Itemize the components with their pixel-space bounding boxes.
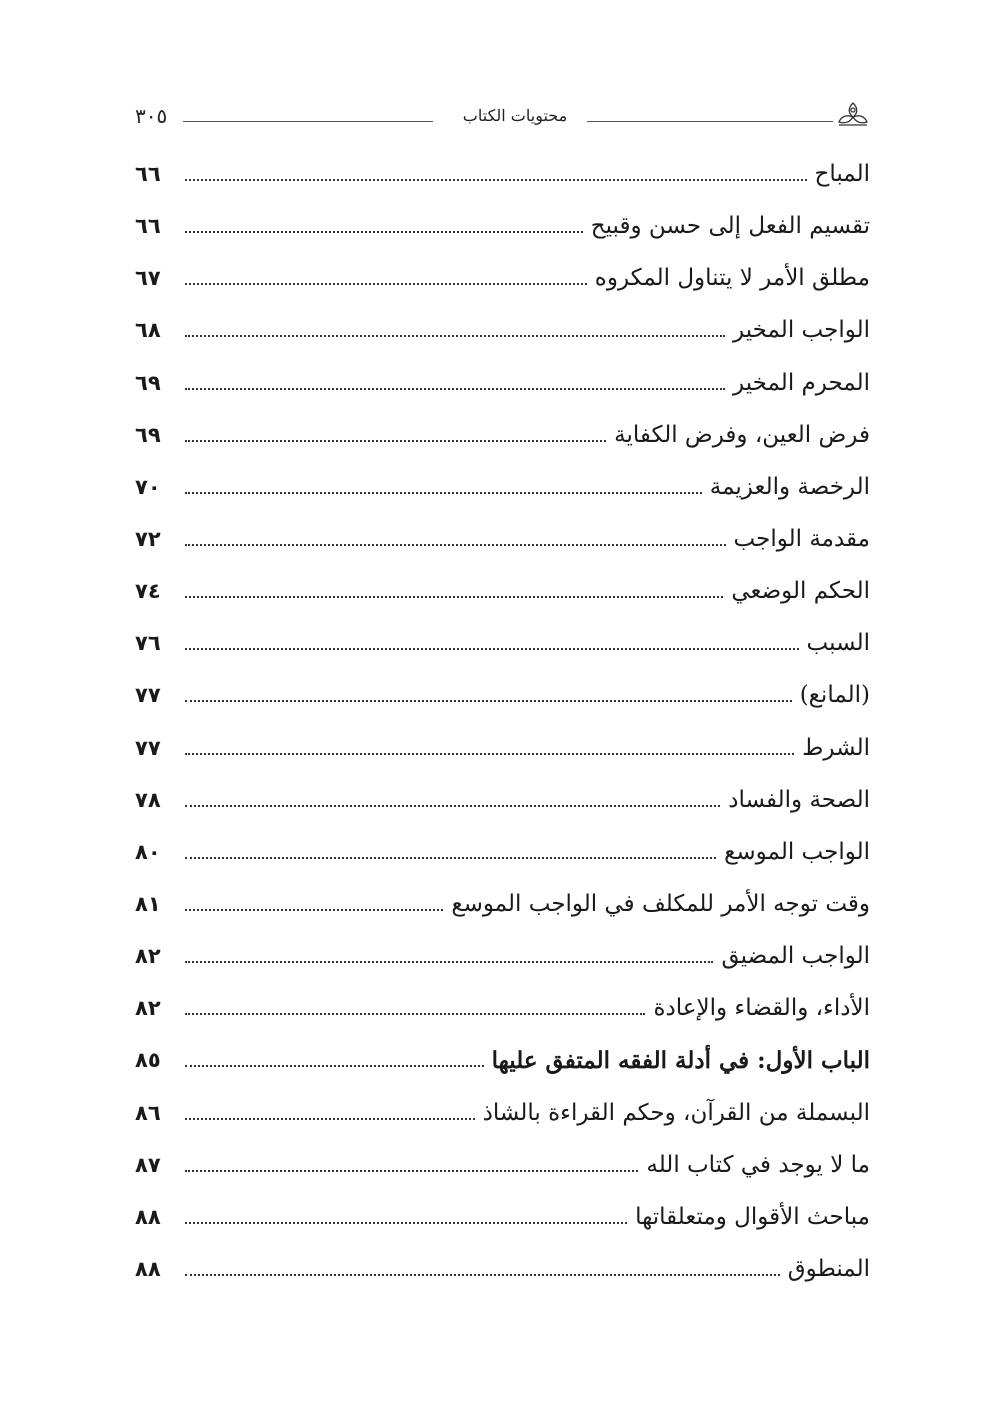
dot-leader <box>185 857 716 859</box>
toc-entry <box>135 304 870 356</box>
toc-page-number: ٧٧ <box>135 735 161 760</box>
page-header <box>135 100 870 140</box>
toc-entry <box>135 669 870 721</box>
dot-leader <box>185 700 792 702</box>
toc-page-number: ٨٨ <box>135 1204 161 1229</box>
toc-entry-title: مقدمة الواجب <box>733 526 870 553</box>
toc-entry <box>135 617 870 669</box>
floral-ornament-icon <box>836 100 870 130</box>
toc-page-number: ٧٠ <box>135 474 161 499</box>
table-of-contents <box>135 148 870 1295</box>
toc-entry <box>135 1139 870 1191</box>
toc-entry <box>135 513 870 565</box>
toc-entry-title: البسملة من القرآن، وحكم القراءة بالشاذ <box>482 1099 870 1126</box>
toc-entry <box>135 722 870 774</box>
toc-entry <box>135 252 870 304</box>
toc-entry-title: السبب <box>806 630 870 657</box>
toc-page-number: ٨٨ <box>135 1257 161 1282</box>
dot-leader <box>185 179 807 181</box>
dot-leader <box>185 492 702 494</box>
toc-entry <box>135 565 870 617</box>
toc-page-number: ٧٢ <box>135 527 161 552</box>
toc-page-number: ٦٩ <box>135 370 161 395</box>
toc-entry-title: الواجب المضيق <box>721 943 870 970</box>
toc-entry <box>135 878 870 930</box>
toc-entry <box>135 982 870 1034</box>
dot-leader <box>185 1118 475 1120</box>
toc-entry <box>135 826 870 878</box>
dot-leader <box>185 335 725 337</box>
toc-page-number: ٧٧ <box>135 683 161 708</box>
toc-entry-title: الحكم الوضعي <box>731 578 870 605</box>
dot-leader <box>185 648 799 650</box>
dot-leader <box>185 753 794 755</box>
toc-entry-title: الرخصة والعزيمة <box>709 473 870 500</box>
dot-leader <box>185 1274 780 1276</box>
toc-page-number: ٨٦ <box>135 1100 161 1125</box>
toc-entry <box>135 461 870 513</box>
dot-leader <box>185 1222 627 1224</box>
dot-leader <box>185 1065 484 1067</box>
toc-entry <box>135 930 870 982</box>
dot-leader <box>185 805 720 807</box>
toc-entry-title: وقت توجه الأمر للمكلف في الواجب الموسع <box>451 891 870 918</box>
dot-leader <box>185 544 726 546</box>
toc-entry-title: المباح <box>814 161 870 188</box>
toc-entry-title: الواجب المخير <box>733 317 870 344</box>
toc-entry <box>135 1087 870 1139</box>
toc-entry <box>135 1243 870 1295</box>
toc-page-number: ٧٦ <box>135 631 161 656</box>
page-number: ٣٠٥ <box>135 104 168 128</box>
toc-page-number: ٦٨ <box>135 318 161 343</box>
toc-page-number: ٨٠ <box>135 839 161 864</box>
toc-entry-title: الصحة والفساد <box>728 786 870 813</box>
toc-page-number: ٨٥ <box>135 1048 161 1073</box>
toc-entry <box>135 148 870 200</box>
toc-entry <box>135 1034 870 1086</box>
toc-page-number: ٧٤ <box>135 579 161 604</box>
toc-page-number: ٨١ <box>135 892 161 917</box>
toc-entry-title: المحرم المخير <box>733 369 870 396</box>
dot-leader <box>185 596 723 598</box>
toc-page-number: ٦٦ <box>135 214 161 239</box>
dot-leader <box>185 909 443 911</box>
dot-leader <box>185 440 606 442</box>
dot-leader <box>185 231 583 233</box>
toc-page-number: ٦٩ <box>135 422 161 447</box>
toc-entry <box>135 200 870 252</box>
toc-entry-title: ما لا يوجد في كتاب الله <box>646 1151 870 1178</box>
dot-leader <box>185 1013 645 1015</box>
toc-page-number: ٦٦ <box>135 162 161 187</box>
toc-entry-title: مباحث الأقوال ومتعلقاتها <box>635 1203 870 1230</box>
toc-entry-title: الشرط <box>802 734 870 761</box>
toc-page-number: ٨٢ <box>135 996 161 1021</box>
header-rule-left <box>183 121 433 122</box>
toc-entry-title: (المانع) <box>799 682 870 709</box>
running-header-title: محتويات الكتاب <box>462 106 568 125</box>
toc-entry <box>135 357 870 409</box>
toc-entry-title: الواجب الموسع <box>724 838 870 865</box>
toc-page-number: ٦٧ <box>135 266 161 291</box>
toc-page-number: ٨٧ <box>135 1152 161 1177</box>
toc-entry-title: المنطوق <box>787 1256 870 1283</box>
toc-page-number: ٧٨ <box>135 787 161 812</box>
toc-page-number: ٨٢ <box>135 944 161 969</box>
toc-entry-title: الباب الأول: في أدلة الفقه المتفق عليها <box>491 1046 870 1074</box>
toc-entry-title: فرض العين، وفرض الكفاية <box>614 421 870 448</box>
toc-entry-title: تقسيم الفعل إلى حسن وقبيح <box>590 213 870 240</box>
dot-leader <box>185 283 587 285</box>
dot-leader <box>185 961 713 963</box>
toc-entry <box>135 774 870 826</box>
toc-entry <box>135 409 870 461</box>
toc-entry <box>135 1191 870 1243</box>
toc-entry-title: الأداء، والقضاء والإعادة <box>653 995 870 1022</box>
dot-leader <box>185 1170 638 1172</box>
dot-leader <box>185 388 725 390</box>
toc-entry-title: مطلق الأمر لا يتناول المكروه <box>594 265 870 292</box>
header-rule-right <box>587 121 833 122</box>
